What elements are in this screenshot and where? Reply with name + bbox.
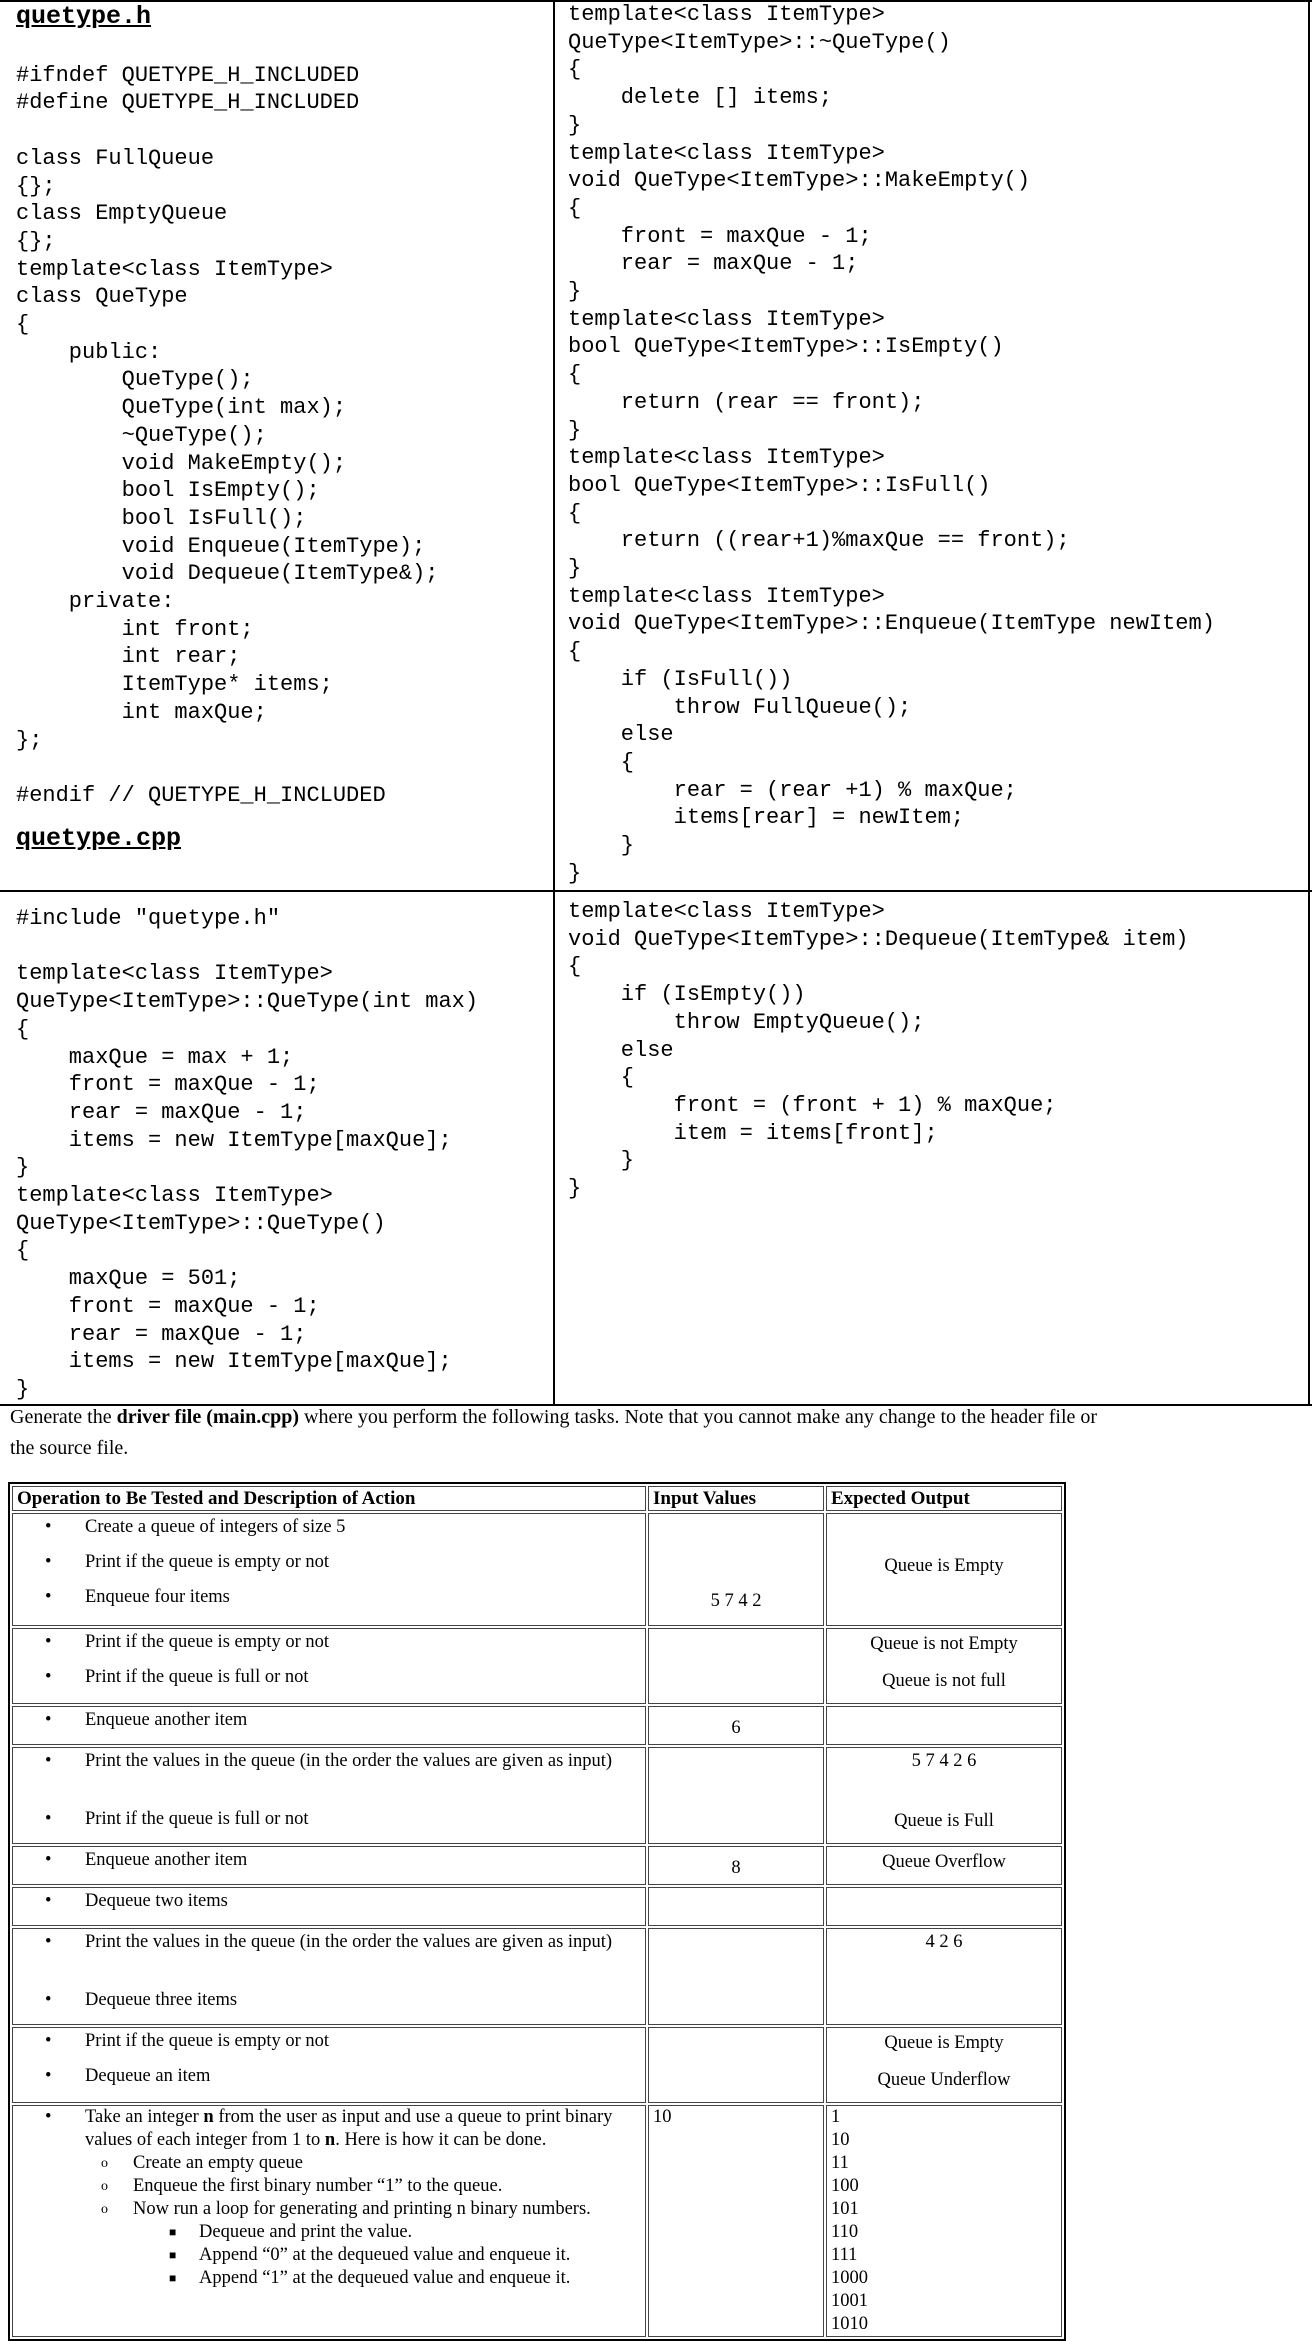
- operation-text: Dequeue two items: [85, 1891, 228, 1911]
- input-cell: [648, 1706, 824, 1745]
- table-row: [12, 1706, 1062, 1745]
- header-operation: Operation to Be Tested and Description of Action: [12, 1486, 646, 1511]
- expected-output-value: [831, 1588, 1057, 1625]
- output-cell: [826, 1846, 1062, 1885]
- input-cell: [648, 2027, 824, 2103]
- operation-cell: • Dequeue two items: [12, 1887, 646, 1926]
- binary-task-row: [12, 2105, 1062, 2337]
- destructor-enqueue-panel: [568, 0, 1306, 888]
- table-row: [12, 1513, 1062, 1626]
- operation-text: Print if the queue is empty or not: [85, 1552, 330, 1572]
- panel-divider: [553, 0, 555, 1405]
- table-header-row: [12, 1486, 1062, 1511]
- operation-text: Print if the queue is empty or not: [85, 2031, 330, 2051]
- expected-output-value: Queue is Empty: [884, 2033, 1004, 2053]
- expected-output-value: Queue is not Empty: [870, 1634, 1018, 1654]
- operation-text: Enqueue another item: [85, 1710, 248, 1730]
- input-value: [653, 2061, 819, 2094]
- expected-output-value: Queue is Full: [894, 1811, 994, 1831]
- input-value: 8: [731, 1858, 741, 1878]
- input-cell: [648, 1846, 824, 1885]
- table-row: [12, 2027, 1062, 2103]
- table-row: [12, 1887, 1062, 1926]
- output-cell: [826, 1747, 1062, 1844]
- header-file-panel: [16, 0, 551, 888]
- input-value: [653, 1804, 819, 1837]
- binary-task-input: 10: [648, 2105, 824, 2337]
- operation-text: Enqueue another item: [85, 1850, 248, 1870]
- operation-cell: • Print if the queue is empty or not • Dequeue an item: [12, 2027, 646, 2103]
- binary-task-output: 1 10 11 100 101 110 111 1000 1001 1010: [826, 2105, 1062, 2337]
- header-input: Input Values: [648, 1486, 824, 1511]
- output-cell: [826, 1513, 1062, 1626]
- expected-output-value: [831, 1888, 1057, 1925]
- destructor-enqueue-code: template<class ItemType> QueType<ItemType>::~QueType() { delete [] items; } template<class ItemType> void QueType<ItemType>::MakeEmpty() { front = maxQue - 1; rear = maxQue - 1; } template<class ItemType> bool QueType<ItemType>::IsEmpty() { return (rear == front); } template<class ItemType> bool QueType<ItemType>::IsFull() { return ((rear+1)%maxQue == front); } template<class ItemType> void QueType<ItemType>::Enqueue(ItemType newItem) { if (IsFull()) throw FullQueue(); else { rear = (rear +1) % maxQue; items[rear] = newItem; } }: [568, 2, 1215, 886]
- driver-file-name: driver file (main.cpp): [116, 1406, 299, 1428]
- input-value: [653, 1629, 819, 1662]
- constructors-panel: [16, 892, 551, 1404]
- source-file-name: quetype.cpp: [16, 823, 182, 853]
- binary-task-description: • Take an integer n from the user as input and use a queue to print binary values of each integer from 1 to n. Here is how it can be done. o Create an empty queue o Enqueue the first binary number “1” to the queue. o Now run a loop for generating and printing n binary numbers. ■ Dequeue and print the value. ■ Append “0” at the dequeued value and enqueue it. ■ Append “1” at the dequeued value and enqueue it.: [12, 2105, 646, 2337]
- input-value: [653, 1888, 819, 1921]
- expected-output-value: [831, 1707, 1057, 1744]
- operation-text: Print the values in the queue (in the order the values are given as input): [85, 1751, 613, 1771]
- operation-cell: • Print the values in the queue (in the order the values are given as input) • Print if the queue is full or not: [12, 1747, 646, 1844]
- input-value: 5 7 4 2: [710, 1591, 762, 1611]
- input-value: [653, 1985, 819, 2018]
- expected-output-value: [831, 1514, 1057, 1551]
- dequeue-code: template<class ItemType> void QueType<ItemType>::Dequeue(ItemType& item) { if (IsEmpty()) throw EmptyQueue(); else { front = (front + 1) % maxQue; item = items[front]; } }: [568, 899, 1189, 1202]
- operation-text: Print the values in the queue (in the order the values are given as input): [85, 1932, 613, 1952]
- task-description: Generate the driver file (main.cpp) where you perform the following tasks. Note that you cannot make any change to the header file or the source file.: [10, 1406, 1098, 1459]
- operation-text: Create a queue of integers of size 5: [85, 1517, 346, 1537]
- expected-output-value: Queue is not full: [882, 1671, 1006, 1691]
- input-cell: [648, 1513, 824, 1626]
- expected-output-value: Queue Underflow: [877, 2070, 1011, 2090]
- table-row: [12, 1846, 1062, 1885]
- operation-text: Print if the queue is full or not: [85, 1809, 309, 1829]
- input-cell: [648, 1747, 824, 1844]
- operations-table: [8, 1482, 1066, 2341]
- operation-cell: • Enqueue another item: [12, 1706, 646, 1745]
- operation-cell: • Print the values in the queue (in the order the values are given as input) • Dequeue three items: [12, 1928, 646, 2025]
- input-value: [653, 1929, 819, 1985]
- header-file-name: quetype.h: [16, 2, 152, 31]
- input-value: 6: [731, 1718, 741, 1738]
- output-cell: [826, 1887, 1062, 1926]
- output-cell: [826, 1928, 1062, 2025]
- operation-text: Print if the queue is full or not: [85, 1667, 309, 1687]
- output-cell: [826, 1628, 1062, 1704]
- input-value: [653, 2028, 819, 2061]
- operation-text: Enqueue four items: [85, 1587, 230, 1607]
- dequeue-panel: [568, 892, 1306, 1404]
- input-value: [653, 1514, 819, 1547]
- panel-right-border: [1308, 0, 1310, 1405]
- table-row: [12, 1747, 1062, 1844]
- expected-output-value: 4 2 6: [925, 1932, 963, 1952]
- expected-output-value: Queue is Empty: [884, 1556, 1004, 1576]
- output-cell: [826, 1706, 1062, 1745]
- table-row: [12, 1628, 1062, 1704]
- output-cell: [826, 2027, 1062, 2103]
- operation-text: Print if the queue is empty or not: [85, 1632, 330, 1652]
- input-value: [653, 1748, 819, 1804]
- expected-output-value: Queue Overflow: [882, 1852, 1006, 1872]
- expected-output-value: [831, 1987, 1057, 2024]
- operation-cell: • Print if the queue is empty or not • Print if the queue is full or not: [12, 1628, 646, 1704]
- operation-cell: • Create a queue of integers of size 5 • Print if the queue is empty or not • Enqueue four items: [12, 1513, 646, 1626]
- operation-text: Dequeue an item: [85, 2066, 211, 2086]
- input-cell: [648, 1928, 824, 2025]
- operation-cell: • Enqueue another item: [12, 1846, 646, 1885]
- input-cell: [648, 1628, 824, 1704]
- input-value: [653, 1662, 819, 1695]
- expected-output-value: 5 7 4 2 6: [911, 1751, 977, 1771]
- header-output: Expected Output: [826, 1486, 1062, 1511]
- table-row: [12, 1928, 1062, 2025]
- constructors-code: #include "quetype.h" template<class ItemType> QueType<ItemType>::QueType(int max) { maxQue = max + 1; front = maxQue - 1; rear = maxQue - 1; items = new ItemType[maxQue]; } template<class ItemType> QueType<ItemType>::QueType() { maxQue = 501; front = maxQue - 1; rear = maxQue - 1; items = new ItemType[maxQue]; }: [16, 906, 479, 1402]
- input-value: [653, 1547, 819, 1580]
- input-cell: [648, 1887, 824, 1926]
- operation-text: Dequeue three items: [85, 1990, 238, 2010]
- header-file-code: #ifndef QUETYPE_H_INCLUDED #define QUETYPE_H_INCLUDED class FullQueue {}; class EmptyQueue {}; template<class ItemType> class QueType { public: QueType(); QueType(int max); ~QueType(); void MakeEmpty(); bool IsEmpty(); bool IsFull(); void Enqueue(ItemType); void Dequeue(ItemType&); private: int front; int rear; ItemType* items; int maxQue; }; #endif // QUETYPE_H_INCLUDED: [16, 62, 439, 808]
